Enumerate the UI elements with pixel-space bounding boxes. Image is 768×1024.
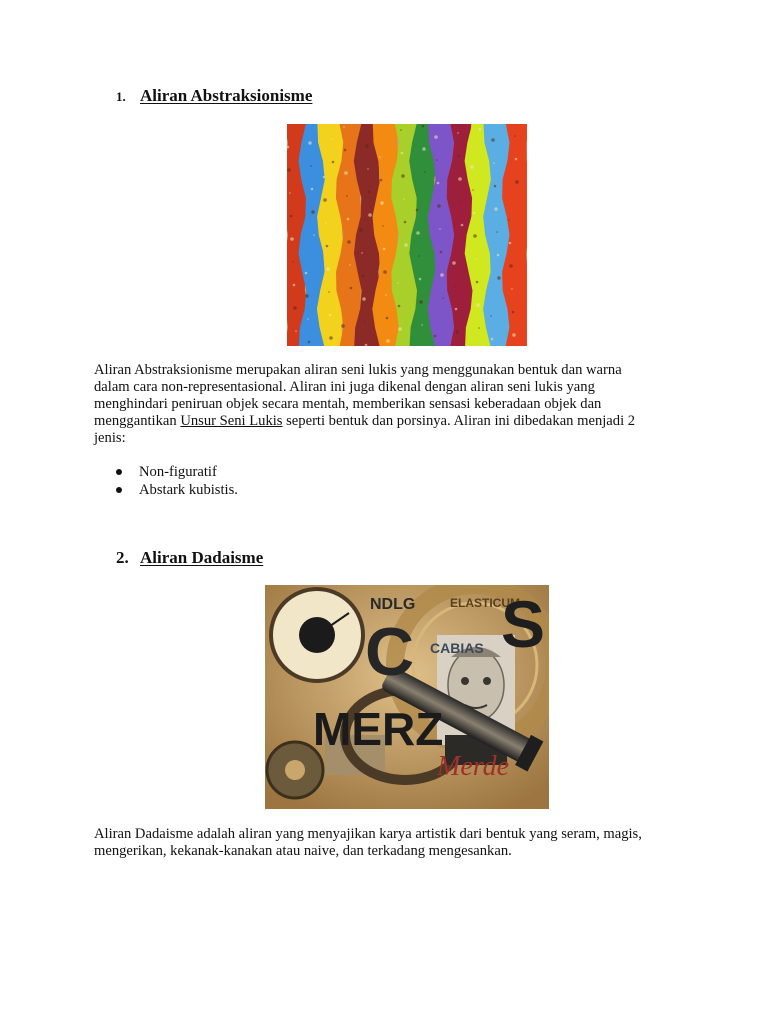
paint-speckle xyxy=(491,138,495,142)
paint-speckle xyxy=(437,182,440,185)
collage-letter-c: C xyxy=(365,614,415,690)
paint-speckle xyxy=(473,234,477,238)
paint-speckle xyxy=(472,189,474,191)
paragraph-line: jenis: xyxy=(94,430,126,446)
paint-speckle xyxy=(419,300,423,304)
paint-speckle xyxy=(329,336,333,340)
paint-speckle xyxy=(421,324,423,326)
paint-speckle xyxy=(479,128,482,131)
paint-speckle xyxy=(515,180,519,184)
bullet-icon xyxy=(116,469,122,475)
paint-speckle xyxy=(401,152,404,155)
collage-word: NDLG xyxy=(370,596,416,613)
paint-speckle xyxy=(347,240,351,244)
paint-speckle xyxy=(512,311,515,314)
paint-speckle xyxy=(349,264,351,266)
paint-speckle xyxy=(455,308,458,311)
paint-speckle xyxy=(385,294,387,296)
paint-speckle xyxy=(473,212,476,215)
paint-speckle xyxy=(328,291,330,293)
paragraph-line: dalam cara non-representasional. Aliran ini juga dikenal dengan aliran seni lukis yang xyxy=(94,379,595,395)
paint-speckle xyxy=(323,176,326,179)
paint-speckle xyxy=(293,306,297,310)
paint-speckle xyxy=(419,278,422,281)
paint-speckle xyxy=(401,174,405,178)
paint-speckle xyxy=(365,144,369,148)
paint-speckle xyxy=(326,245,329,248)
list-item xyxy=(116,481,238,499)
paint-speckle xyxy=(361,252,363,254)
paragraph-line: Aliran Dadaisme adalah aliran yang menyajikan karya artistik dari bentuk yang seram, magis, xyxy=(94,826,642,842)
abstract-painting-stripes xyxy=(287,124,527,346)
paint-speckle xyxy=(326,267,330,271)
paint-speckle xyxy=(310,165,312,167)
paragraph-text: menggantikan xyxy=(94,413,181,429)
paint-speckle xyxy=(458,177,462,181)
paint-speckle xyxy=(490,315,492,317)
paint-speckle xyxy=(494,185,497,188)
paragraph-line xyxy=(94,413,694,430)
paint-speckle xyxy=(455,330,459,334)
dada-collage-image xyxy=(265,585,549,809)
paint-speckle xyxy=(478,327,480,329)
paint-speckle xyxy=(359,228,363,232)
paint-speckle xyxy=(440,273,444,277)
paint-speckle xyxy=(325,222,327,224)
paint-speckle xyxy=(287,168,291,172)
list-item xyxy=(116,463,238,481)
paint-speckle xyxy=(398,327,402,331)
paint-speckle xyxy=(476,303,480,307)
section-heading-abstraksionisme xyxy=(116,86,312,106)
paint-speckle xyxy=(379,156,381,158)
paint-speckle xyxy=(434,335,437,338)
paint-speckle xyxy=(305,294,309,298)
paint-speckle xyxy=(307,318,309,320)
paint-speckle xyxy=(442,297,444,299)
paint-speckle xyxy=(403,198,405,200)
paint-speckle xyxy=(434,135,438,139)
list-item-text: Abstark kubistis. xyxy=(139,482,238,498)
paint-speckle xyxy=(383,270,387,274)
paint-speckle xyxy=(292,261,294,263)
paint-speckle xyxy=(386,339,390,343)
paint-speckle xyxy=(422,125,425,128)
paint-speckle xyxy=(452,261,456,265)
dadaisme-paragraph xyxy=(94,826,694,860)
paint-speckle xyxy=(343,126,345,128)
paint-speckle xyxy=(461,224,464,227)
paint-speckle xyxy=(323,198,327,202)
paint-speckle xyxy=(457,132,459,134)
paint-speckle xyxy=(386,317,389,320)
collage-word: ELASTICUM xyxy=(450,596,520,610)
paint-speckle xyxy=(475,258,477,260)
paragraph-line: Aliran Abstraksionisme merupakan aliran seni lukis yang menggunakan bentuk dan warna xyxy=(94,362,622,378)
collage-word: CABIAS xyxy=(430,640,484,656)
paint-speckle xyxy=(341,324,345,328)
paint-speckle xyxy=(454,285,456,287)
paint-speckle xyxy=(289,192,291,194)
paint-speckle xyxy=(362,297,366,301)
paint-speckle xyxy=(380,179,383,182)
collage-word: Merde xyxy=(437,751,510,782)
paint-speckle xyxy=(458,155,461,158)
paint-speckle xyxy=(344,171,348,175)
paint-speckle xyxy=(422,147,426,151)
paint-speckle xyxy=(497,276,501,280)
paint-speckle xyxy=(293,284,296,287)
paint-speckle xyxy=(476,281,479,284)
paint-speckle xyxy=(416,231,420,235)
paint-speckle xyxy=(497,254,500,257)
paint-speckle xyxy=(512,333,516,337)
paint-speckle xyxy=(350,287,353,290)
paint-speckle xyxy=(509,264,513,268)
section-title: Aliran Abstraksionisme xyxy=(140,86,313,105)
jenis-bullet-list xyxy=(116,463,238,499)
paint-speckle xyxy=(397,282,399,284)
unsur-seni-lukis-link[interactable]: Unsur Seni Lukis xyxy=(180,413,283,429)
paint-speckle xyxy=(305,272,308,275)
paint-speckle xyxy=(368,191,371,194)
list-item-text: Non-figuratif xyxy=(139,464,217,480)
paint-speckle xyxy=(515,158,518,161)
paint-speckle xyxy=(404,221,407,224)
paragraph-text: seperti bentuk dan porsinya. Aliran ini dibedakan menjadi 2 xyxy=(282,413,636,429)
paint-speckle xyxy=(367,168,369,170)
paint-speckle xyxy=(346,195,348,197)
paragraph-line: menghindari peniruan objek secara mentah, memberikan sensasi keberadaan objek dan xyxy=(94,396,602,412)
paint-speckle xyxy=(308,341,311,344)
paint-speckle xyxy=(290,215,293,218)
section-number: 1. xyxy=(116,89,126,104)
abstraksionisme-paragraph xyxy=(94,362,694,447)
paint-speckle xyxy=(290,237,294,241)
paint-speckle xyxy=(398,305,401,308)
paint-speckle xyxy=(491,338,494,341)
dada-collage-art xyxy=(265,585,549,809)
paint-speckle xyxy=(329,314,332,317)
section-number: 2. xyxy=(116,548,129,567)
paint-speckle xyxy=(496,231,498,233)
abstract-painting-image xyxy=(287,124,527,346)
paint-speckle xyxy=(295,330,297,332)
paint-speckle xyxy=(460,201,462,203)
paint-speckle xyxy=(313,234,315,236)
paint-speckle xyxy=(364,321,366,323)
paint-speckle xyxy=(508,219,510,221)
paint-speckle xyxy=(509,242,512,245)
paint-speckle xyxy=(470,165,474,169)
paint-speckle xyxy=(344,149,347,152)
paint-speckle xyxy=(514,135,516,137)
paint-speckle xyxy=(418,255,420,257)
paint-speckle xyxy=(332,161,335,164)
paint-speckle xyxy=(436,159,438,161)
paint-speckle xyxy=(400,129,402,131)
paint-speckle xyxy=(311,188,314,191)
paint-speckle xyxy=(331,138,333,140)
paint-speckle xyxy=(308,141,312,145)
portrait-eye xyxy=(461,677,469,685)
paint-speckle xyxy=(368,213,372,217)
paint-speckle xyxy=(424,171,426,173)
paint-speckle xyxy=(416,209,419,212)
collage-letter-s: S xyxy=(501,587,546,661)
paint-speckle xyxy=(439,228,441,230)
gear-hub xyxy=(285,760,305,780)
paint-speckle xyxy=(382,225,384,227)
paint-speckle xyxy=(380,201,384,205)
paint-speckle xyxy=(440,251,443,254)
paint-speckle xyxy=(511,288,513,290)
paint-speckle xyxy=(494,207,498,211)
paint-speckle xyxy=(437,204,441,208)
paint-speckle xyxy=(404,243,408,247)
bullet-icon xyxy=(116,487,122,493)
paragraph-line: mengerikan, kekanak-kanakan atau naive, dan terkadang mengesankan. xyxy=(94,843,512,859)
portrait-eye xyxy=(483,677,491,685)
paint-speckle xyxy=(311,210,315,214)
section-title: Aliran Dadaisme xyxy=(140,548,264,567)
paint-speckle xyxy=(383,248,386,251)
collage-word: MERZ xyxy=(313,703,444,755)
section-heading-dadaisme xyxy=(116,548,263,568)
paint-speckle xyxy=(493,162,495,164)
paint-speckle xyxy=(362,275,365,278)
paint-speckle xyxy=(347,218,350,221)
